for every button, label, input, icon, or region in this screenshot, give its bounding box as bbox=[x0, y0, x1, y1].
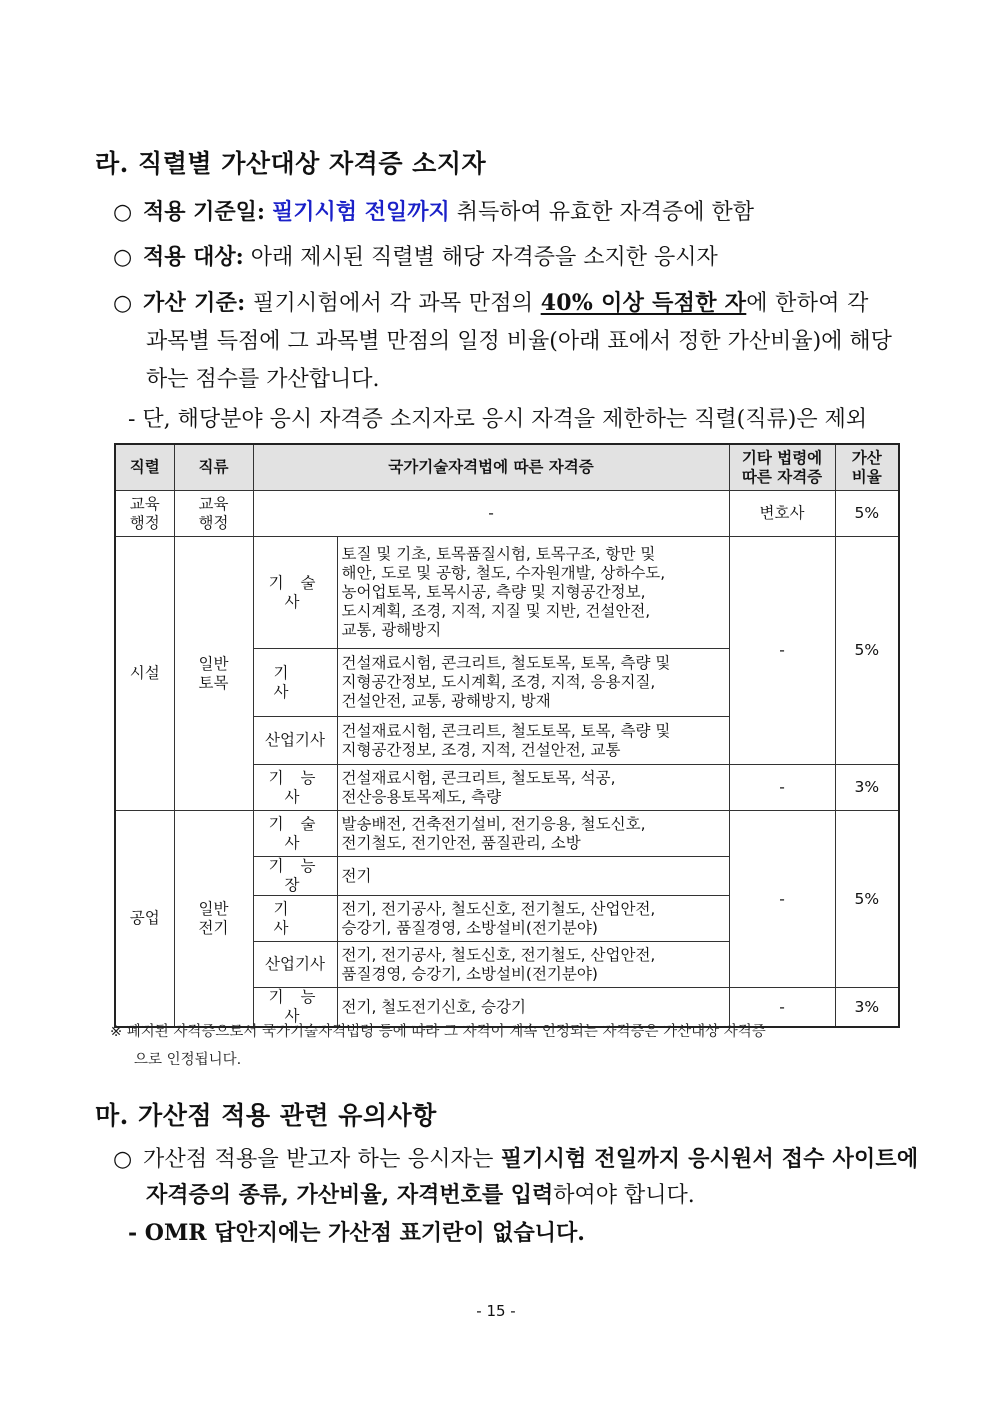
underlined-text: 40% 이상 득점한 자 bbox=[540, 290, 747, 316]
circle-bullet-icon: ○ bbox=[113, 1147, 133, 1172]
table-row: 기 능 사 전기, 철도전기신호, 승강기 - 3% bbox=[115, 988, 899, 1028]
bullet-criteria-date: ○ 적용 기준일: 필기시험 전일까지 취득하여 유효한 자격증에 한함 bbox=[113, 199, 754, 225]
bullet-continuation: 자격증의 종류, 가산비율, 자격번호를 입력하여야 합니다. bbox=[146, 1182, 695, 1208]
bullet-continuation: 하는 점수를 가산합니다. bbox=[146, 367, 380, 392]
table-row: 기 능 장 전기 bbox=[115, 857, 899, 896]
omr-note: - OMR 답안지에는 가산점 표기란이 없습니다. bbox=[128, 1220, 585, 1246]
bullet-target: ○ 적용 대상: 아래 제시된 직렬별 해당 자격증을 소지한 응시자 bbox=[113, 244, 718, 270]
section-ra-heading: 라. 직렬별 가산대상 자격증 소지자 bbox=[95, 149, 487, 178]
table-header-row bbox=[115, 444, 899, 491]
header-series: 직렬 bbox=[115, 444, 174, 491]
table-row: 공업 일반 전기 기 술 사 발송배전, 건축전기설비, 전기응용, 철도신호, 전기철도, 전기안전, 품질관리, 소방 - 5% bbox=[115, 811, 899, 857]
circle-bullet-icon: ○ bbox=[113, 291, 133, 316]
table-row: 기 사 전기, 전기공사, 철도신호, 전기철도, 산업안전, 승강기, 품질경영, 소방설비(전기분야) bbox=[115, 896, 899, 942]
header-national: 국가기술자격법에 따른 자격증 bbox=[253, 444, 729, 491]
highlight-text: 필기시험 전일까지 bbox=[272, 199, 450, 225]
branch-electric: 일반 전기 bbox=[174, 811, 253, 1028]
bullet-addition-criteria: ○ 가산 기준: 필기시험에서 각 과목 만점의 40% 이상 득점한 자에 한하여 각 bbox=[113, 290, 869, 316]
page-number: - 15 - bbox=[476, 1302, 516, 1320]
circle-bullet-icon: ○ bbox=[113, 200, 133, 225]
table-row: 산업기사 전기, 전기공사, 철도신호, 전기철도, 산업안전, 품질경영, 승강기, 소방설비(전기분야) bbox=[115, 942, 899, 988]
header-other: 기타 법령에 따른 자격증 bbox=[729, 444, 835, 491]
table-row: 시설 일반 토목 기 술 사 토질 및 기초, 토목품질시험, 토목구조, 항만 및 해안, 도로 및 공항, 철도, 수자원개발, 상하수도, 농어업토목, 토목시공, 측량 및 지형공간정보, 도시계획, 조경, 지적, 지질 및 지반, 건설안전, 교통, 광해방지 - 5% bbox=[115, 537, 899, 649]
section-ma-heading: 마. 가산점 적용 관련 유의사항 bbox=[95, 1101, 437, 1130]
bullet-continuation: 과목별 득점에 그 과목별 만점의 일정 비율(아래 표에서 정한 가산비율)에 해당 bbox=[146, 329, 892, 354]
header-ratio: 가산 비율 bbox=[835, 444, 899, 491]
series-industry: 공업 bbox=[115, 811, 174, 1028]
header-branch: 직류 bbox=[174, 444, 253, 491]
table-row: 기 능 사 건설재료시험, 콘크리트, 철도토목, 석공, 전산응용토목제도, 측량 - 3% bbox=[115, 765, 899, 811]
series-facility: 시설 bbox=[115, 537, 174, 811]
circle-bullet-icon: ○ bbox=[113, 245, 133, 270]
branch-civil: 일반 토목 bbox=[174, 537, 253, 811]
table-row: 산업기사 건설재료시험, 콘크리트, 철도토목, 토목, 측량 및 지형공간정보, 조경, 지적, 건설안전, 교통 bbox=[115, 717, 899, 765]
qualification-table bbox=[114, 443, 900, 1028]
table-row: 기 사 건설재료시험, 콘크리트, 철도토목, 토목, 측량 및 지형공간정보, 도시계획, 조경, 지적, 응용지질, 건설안전, 교통, 광해방지, 방재 bbox=[115, 649, 899, 717]
table-row: 교육 행정 교육 행정 - 변호사 5% bbox=[115, 491, 899, 537]
footnote: ※ 폐지된 자격증으로서 국가기술자격법령 등에 따라 그 자격이 계속 인정되는 자격증은 가산대상 자격증 으로 인정됩니다. bbox=[110, 1024, 766, 1068]
exclusion-note: - 단, 해당분야 응시 자격증 소지자로 응시 자격을 제한하는 직렬(직류)은 제외 bbox=[128, 407, 868, 432]
bullet-application-note: ○ 가산점 적용을 받고자 하는 응시자는 필기시험 전일까지 응시원서 접수 사이트에 bbox=[113, 1146, 919, 1172]
